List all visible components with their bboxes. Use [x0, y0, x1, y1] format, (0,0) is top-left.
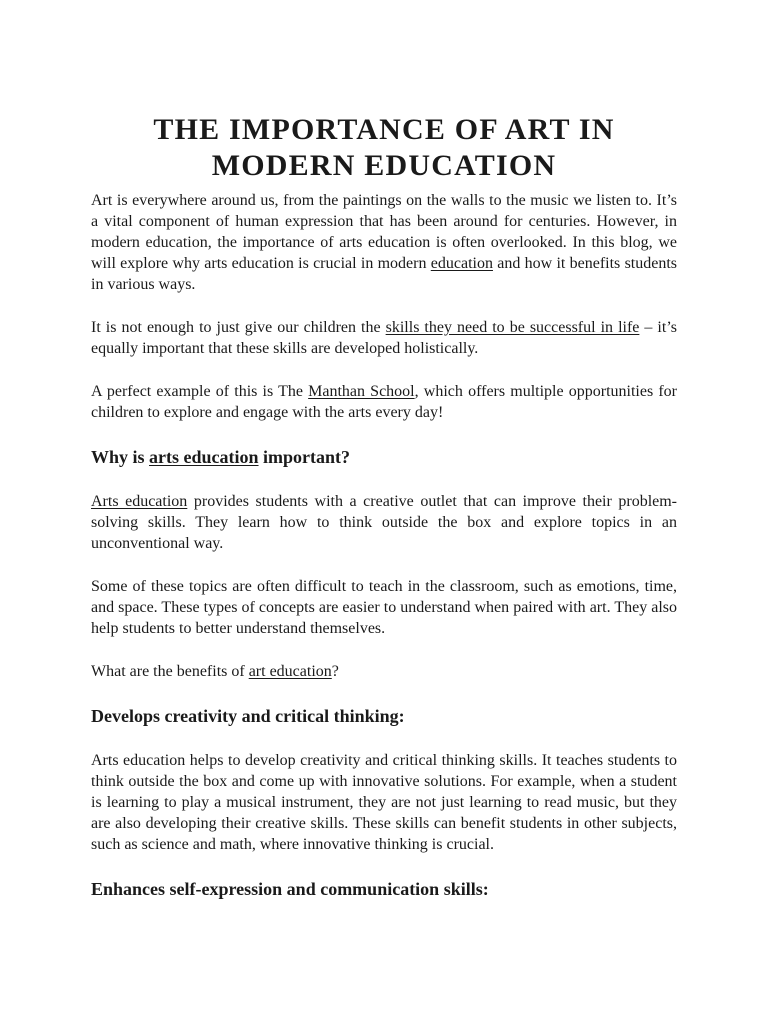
creative-outlet-paragraph: [91, 491, 677, 554]
page-title: [91, 112, 677, 184]
creative-outlet-text: provides students with a creative outlet that can improve their problem-solving skills. They learn how to think outside the box and explore topics in an unconventional way.: [91, 493, 678, 552]
title-line-1: THE IMPORTANCE OF ART IN: [153, 113, 615, 146]
manthan-school-link[interactable]: Manthan School: [308, 383, 415, 400]
arts-education-heading-link[interactable]: arts education: [149, 447, 259, 467]
art-education-link[interactable]: art education: [248, 663, 332, 680]
intro-paragraph: [91, 190, 677, 295]
creativity-heading: Develops creativity and critical thinking:: [91, 706, 405, 726]
creativity-paragraph: Arts education helps to develop creativity and critical thinking skills. It teaches students to think outside the box and come up with innovative solutions. For example, when a student is learning to play a musical instrument, they are not just learning to read music, but they are also developing their creative skills. These skills can benefit students in other subjects, such as science and math, where innovative thinking is crucial.: [91, 752, 677, 853]
education-link[interactable]: education: [430, 255, 493, 272]
title-line-2: MODERN EDUCATION: [211, 149, 557, 182]
benefits-question-end: ?: [331, 663, 339, 680]
why-heading: [91, 445, 677, 469]
benefits-question-text: What are the benefits of: [91, 663, 249, 680]
why-heading-text: Why is: [91, 447, 150, 467]
example-text: A perfect example of this is The: [91, 383, 309, 400]
arts-education-link[interactable]: Arts education: [91, 493, 188, 510]
why-heading-text-end: important?: [258, 447, 351, 467]
skills-paragraph: [91, 317, 677, 359]
self-expression-heading: Enhances self-expression and communication skills:: [91, 879, 489, 899]
skills-link[interactable]: skills they need to be successful in life: [385, 319, 640, 336]
benefits-question-paragraph: [91, 661, 677, 682]
skills-text-end: – it’s equally important that these skills are developed holistically.: [91, 319, 677, 357]
example-text-end: , which offers multiple opportunities for children to explore and engage with the arts every day!: [91, 383, 678, 421]
intro-text-end: and how it benefits students in various ways.: [91, 255, 678, 293]
skills-text: It is not enough to just give our children the: [91, 319, 386, 336]
intro-text: Art is everywhere around us, from the paintings on the walls to the music we listen to. It’s a vital component of human expression that has been around for centuries. However, in modern education, the importance of arts education is often overlooked. In this blog, we will explore why arts education is crucial in modern: [91, 192, 677, 272]
example-paragraph: [91, 381, 677, 423]
topics-paragraph: Some of these topics are often difficult to teach in the classroom, such as emotions, time, and space. These types of concepts are easier to understand when paired with art. They also help students to better understand themselves.: [91, 578, 677, 637]
